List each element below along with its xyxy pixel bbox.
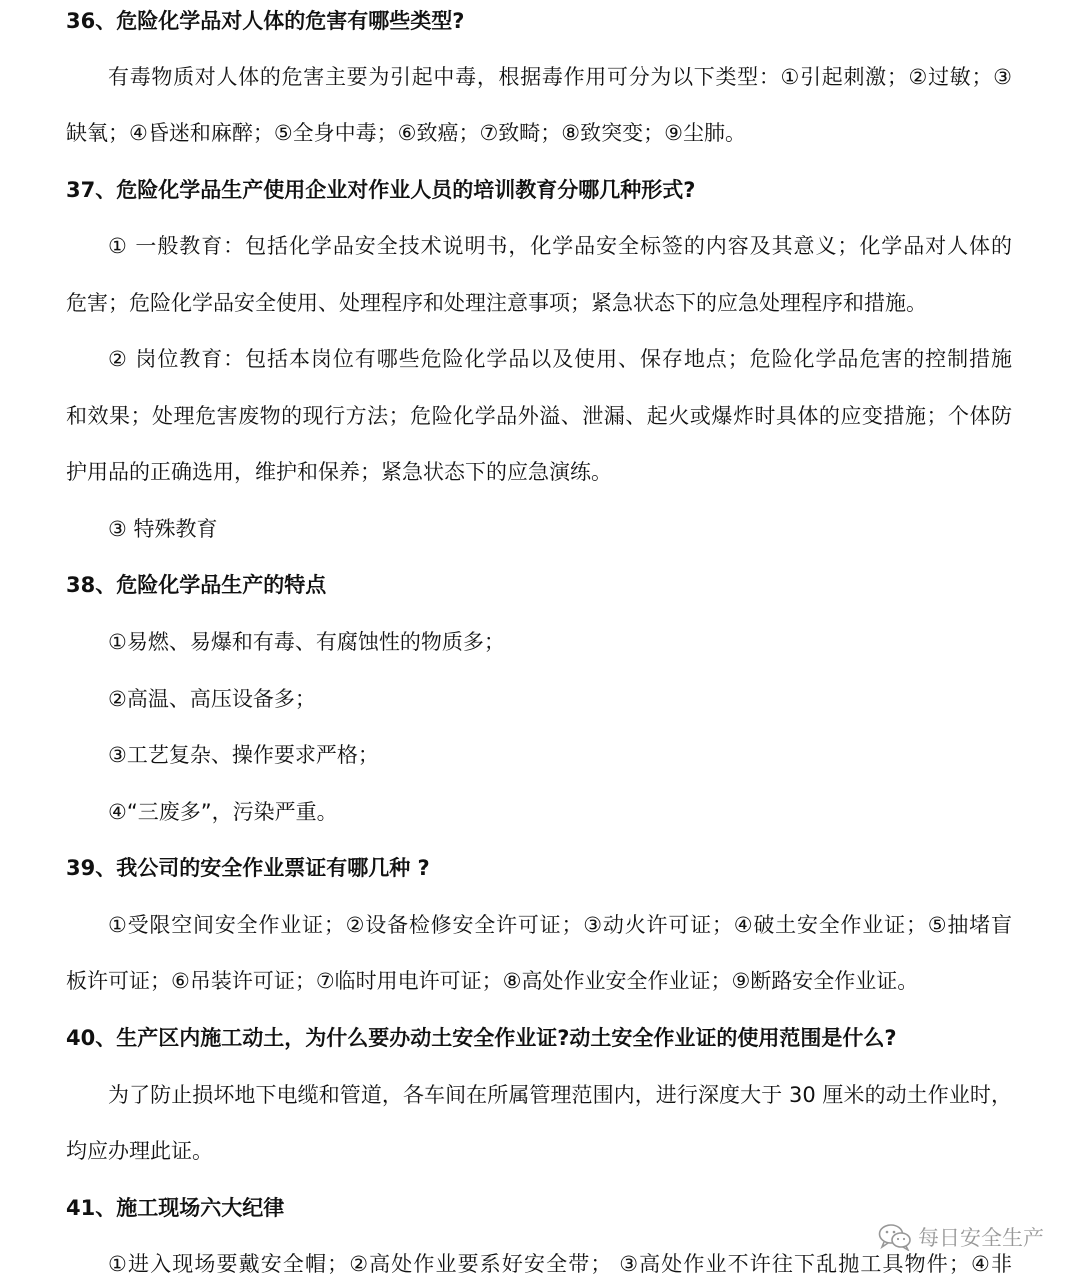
list-item: ①易燃、易爆和有毒、有腐蚀性的物质多；: [108, 630, 505, 654]
section-heading: 37、危险化学品生产使用企业对作业人员的培训教育分哪几种形式?: [66, 178, 696, 202]
paragraph-line: 护用品的正确选用，维护和保养；紧急状态下的应急演练。: [66, 460, 612, 484]
section-heading: 39、我公司的安全作业票证有哪几种 ?: [66, 856, 430, 880]
section-heading: 38、危险化学品生产的特点: [66, 573, 327, 597]
paragraph-line: ② 岗位教育：包括本岗位有哪些危险化学品以及使用、保存地点；危险化学品危害的控制措施: [108, 347, 1012, 371]
list-item: ②高温、高压设备多；: [108, 687, 316, 711]
wechat-icon: [878, 1223, 912, 1251]
watermark-text: 每日安全生产: [918, 1226, 1044, 1250]
paragraph-line: 有毒物质对人体的危害主要为引起中毒，根据毒作用可分为以下类型：①引起刺激；②过敏；③: [108, 65, 1012, 89]
paragraph-line: 危害；危险化学品安全使用、处理程序和处理注意事项；紧急状态下的应急处理程序和措施。: [66, 291, 927, 315]
paragraph-line: 均应办理此证。: [66, 1139, 213, 1163]
paragraph-line: 和效果；处理危害废物的现行方法；危险化学品外溢、泄漏、起火或爆炸时具体的应变措施；个体防: [66, 404, 1012, 428]
paragraph-line: ① 一般教育：包括化学品安全技术说明书，化学品安全标签的内容及其意义；化学品对人体的: [108, 234, 1012, 258]
section-heading: 36、危险化学品对人体的危害有哪些类型?: [66, 9, 465, 33]
paragraph-line: 为了防止损坏地下电缆和管道，各车间在所属管理范围内，进行深度大于 30 厘米的动土作业时，: [108, 1083, 1012, 1107]
paragraph-line: ③ 特殊教育: [108, 517, 218, 541]
paragraph-line: 板许可证；⑥吊装许可证；⑦临时用电许可证；⑧高处作业安全作业证；⑨断路安全作业证。: [66, 969, 919, 993]
list-item: ③工艺复杂、操作要求严格；: [108, 743, 379, 767]
paragraph-line: 缺氧；④昏迷和麻醉；⑤全身中毒；⑥致癌；⑦致畸；⑧致突变；⑨尘肺。: [66, 121, 746, 145]
paragraph-line: ①受限空间安全作业证；②设备检修安全许可证；③动火许可证；④破土安全作业证；⑤抽堵盲: [108, 913, 1012, 937]
watermark: [878, 1222, 1044, 1252]
section-heading: 40、生产区内施工动土，为什么要办动土安全作业证?动土安全作业证的使用范围是什么?: [66, 1026, 897, 1050]
paragraph-line: ①进入现场要戴安全帽；②高处作业要系好安全带； ③高处作业不许往下乱抛工具物件；④非: [108, 1252, 1012, 1276]
section-heading: 41、施工现场六大纪律: [66, 1196, 285, 1220]
list-item: ④“三废多”，污染严重。: [108, 800, 338, 824]
